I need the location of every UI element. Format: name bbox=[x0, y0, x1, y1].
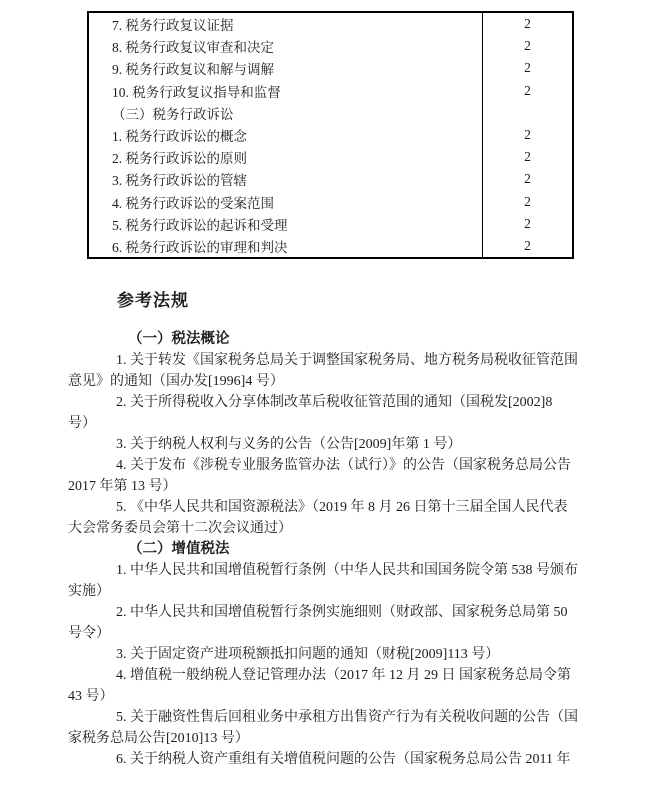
topic-cell: 5. 税务行政诉讼的起诉和受理 bbox=[112, 217, 288, 233]
table-row bbox=[89, 168, 572, 190]
topic-cell: 3. 税务行政诉讼的管辖 bbox=[112, 173, 247, 189]
reference-line: 5. 《中华人民共和国资源税法》（2019 年 8 月 26 日第十三届全国人民代表 bbox=[116, 500, 568, 515]
syllabus-hours-table bbox=[87, 11, 574, 259]
table-row bbox=[89, 57, 572, 79]
reference-line: 1. 关于转发《国家税务总局关于调整国家税务局、地方税务局税收征管范围 bbox=[116, 353, 578, 368]
reference-line: 4. 关于发布《涉税专业服务监管办法（试行）》的公告（国家税务总局公告 bbox=[116, 458, 571, 473]
hours-cell: 2 bbox=[482, 168, 572, 190]
hours-cell: 2 bbox=[482, 213, 572, 235]
table-row bbox=[89, 213, 572, 235]
section-title: （一）税法概论 bbox=[128, 331, 230, 347]
hours-cell bbox=[482, 102, 572, 124]
reference-line: 2. 中华人民共和国增值税暂行条例实施细则（财政部、国家税务总局第 50 bbox=[116, 605, 568, 620]
table-row bbox=[89, 191, 572, 213]
table-row bbox=[89, 235, 572, 257]
topic-cell: 6. 税务行政诉讼的审理和判决 bbox=[112, 239, 288, 255]
table-row bbox=[89, 102, 572, 124]
table-row bbox=[89, 35, 572, 57]
reference-line: 4. 增值税一般纳税人登记管理办法（2017 年 12 月 29 日 国家税务总局令第 bbox=[116, 668, 571, 683]
reference-line: 大会常务委员会第十二次会议通过） bbox=[68, 521, 292, 536]
reference-line: 号令） bbox=[68, 626, 110, 641]
hours-cell: 2 bbox=[482, 80, 572, 102]
reference-line: 家税务总局公告[2010]13 号） bbox=[68, 731, 249, 746]
topic-cell: 7. 税务行政复议证据 bbox=[112, 18, 234, 34]
reference-line: 3. 关于固定资产进项税额抵扣问题的通知（财税[2009]113 号） bbox=[116, 647, 500, 662]
topic-cell: 1. 税务行政诉讼的概念 bbox=[112, 129, 247, 145]
reference-line: 2. 关于所得税收入分享体制改革后税收征管范围的通知（国税发[2002]8 bbox=[116, 395, 553, 410]
table-row bbox=[89, 80, 572, 102]
topic-cell: 2. 税务行政诉讼的原则 bbox=[112, 151, 247, 167]
table-row bbox=[89, 124, 572, 146]
section-title: （二）增值税法 bbox=[128, 541, 230, 557]
reference-line: 号） bbox=[68, 416, 96, 431]
hours-cell: 2 bbox=[482, 35, 572, 57]
reference-line: 3. 关于纳税人权利与义务的公告（公告[2009]年第 1 号） bbox=[116, 437, 462, 452]
reference-line: 2017 年第 13 号） bbox=[68, 479, 177, 494]
hours-cell: 2 bbox=[482, 191, 572, 213]
topic-cell: 10. 税务行政复议指导和监督 bbox=[112, 84, 281, 100]
reference-line: 意见》的通知（国办发[1996]4 号） bbox=[68, 374, 284, 389]
topic-cell: （三）税务行政诉讼 bbox=[112, 106, 234, 122]
reference-line: 6. 关于纳税人资产重组有关增值税问题的公告（国家税务总局公告 2011 年 bbox=[116, 752, 571, 767]
reference-line: 实施） bbox=[68, 584, 110, 599]
hours-cell: 2 bbox=[482, 235, 572, 257]
reference-line: 1. 中华人民共和国增值税暂行条例（中华人民共和国国务院令第 538 号颁布 bbox=[116, 563, 578, 578]
reference-regulations bbox=[68, 329, 608, 770]
hours-cell: 2 bbox=[482, 13, 572, 35]
hours-cell: 2 bbox=[482, 146, 572, 168]
page-title: 参考法规 bbox=[117, 291, 189, 310]
reference-line: 43 号） bbox=[68, 689, 114, 704]
hours-cell: 2 bbox=[482, 57, 572, 79]
topic-cell: 9. 税务行政复议和解与调解 bbox=[112, 62, 274, 78]
reference-line: 5. 关于融资性售后回租业务中承租方出售资产行为有关税收问题的公告（国 bbox=[116, 710, 578, 725]
topic-cell: 4. 税务行政诉讼的受案范围 bbox=[112, 195, 274, 211]
table-row bbox=[89, 13, 572, 35]
hours-cell: 2 bbox=[482, 124, 572, 146]
topic-cell: 8. 税务行政复议审查和决定 bbox=[112, 40, 274, 56]
table-row bbox=[89, 146, 572, 168]
